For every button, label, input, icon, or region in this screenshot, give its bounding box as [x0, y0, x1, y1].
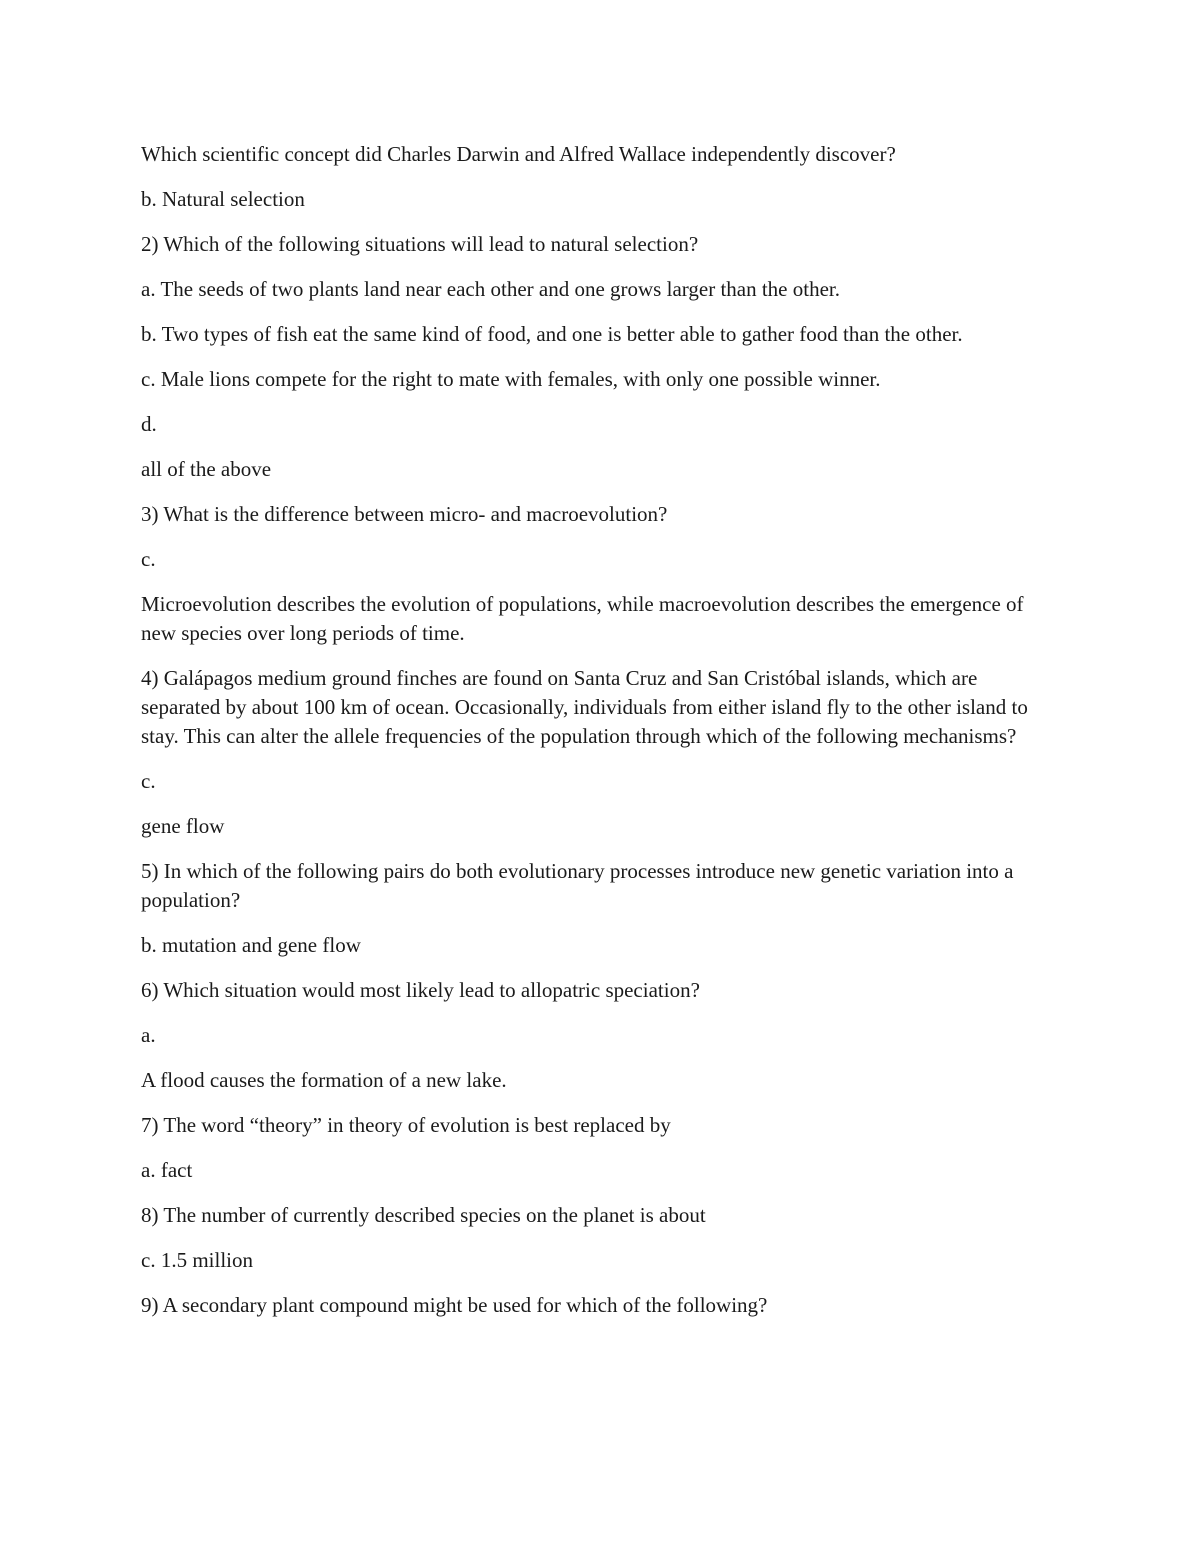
question-4: 4) Galápagos medium ground finches are found on Santa Cruz and San Cristóbal islands, which are separated by about 100 km of ocean. Occasionally, individuals from either island fly to the other island to stay. This can alter the allele frequencies of the population through which of the following mechanisms? [141, 666, 1028, 748]
answer-6-text: A flood causes the formation of a new lake. [141, 1068, 507, 1092]
question-6: 6) Which situation would most likely lead to allopatric speciation? [141, 978, 700, 1002]
question-3: 3) What is the difference between micro- and macroevolution? [141, 502, 668, 526]
answer-8: c. 1.5 million [141, 1248, 253, 1272]
option-2c: c. Male lions compete for the right to mate with females, with only one possible winner. [141, 367, 881, 391]
answer-4-letter: c. [141, 769, 156, 793]
answer-1: b. Natural selection [141, 187, 305, 211]
question-2: 2) Which of the following situations will lead to natural selection? [141, 232, 699, 256]
answer-4-text: gene flow [141, 814, 225, 838]
option-2a: a. The seeds of two plants land near each other and one grows larger than the other. [141, 277, 840, 301]
answer-2-letter: d. [141, 412, 157, 436]
answer-5: b. mutation and gene flow [141, 933, 361, 957]
question-1: Which scientific concept did Charles Darwin and Alfred Wallace independently discover? [141, 142, 896, 166]
question-8: 8) The number of currently described species on the planet is about [141, 1203, 706, 1227]
option-2b: b. Two types of fish eat the same kind of food, and one is better able to gather food than the other. [141, 322, 963, 346]
answer-6-letter: a. [141, 1023, 156, 1047]
answer-3-letter: c. [141, 547, 156, 571]
question-7: 7) The word “theory” in theory of evolution is best replaced by [141, 1113, 671, 1137]
answer-7: a. fact [141, 1158, 193, 1182]
question-5: 5) In which of the following pairs do both evolutionary processes introduce new genetic variation into a population? [141, 859, 1014, 912]
answer-2-text: all of the above [141, 457, 272, 481]
answer-3-text: Microevolution describes the evolution of populations, while macroevolution describes the emergence of new species over long periods of time. [141, 592, 1024, 645]
document-body [141, 140, 1056, 1336]
question-9: 9) A secondary plant compound might be used for which of the following? [141, 1293, 768, 1317]
